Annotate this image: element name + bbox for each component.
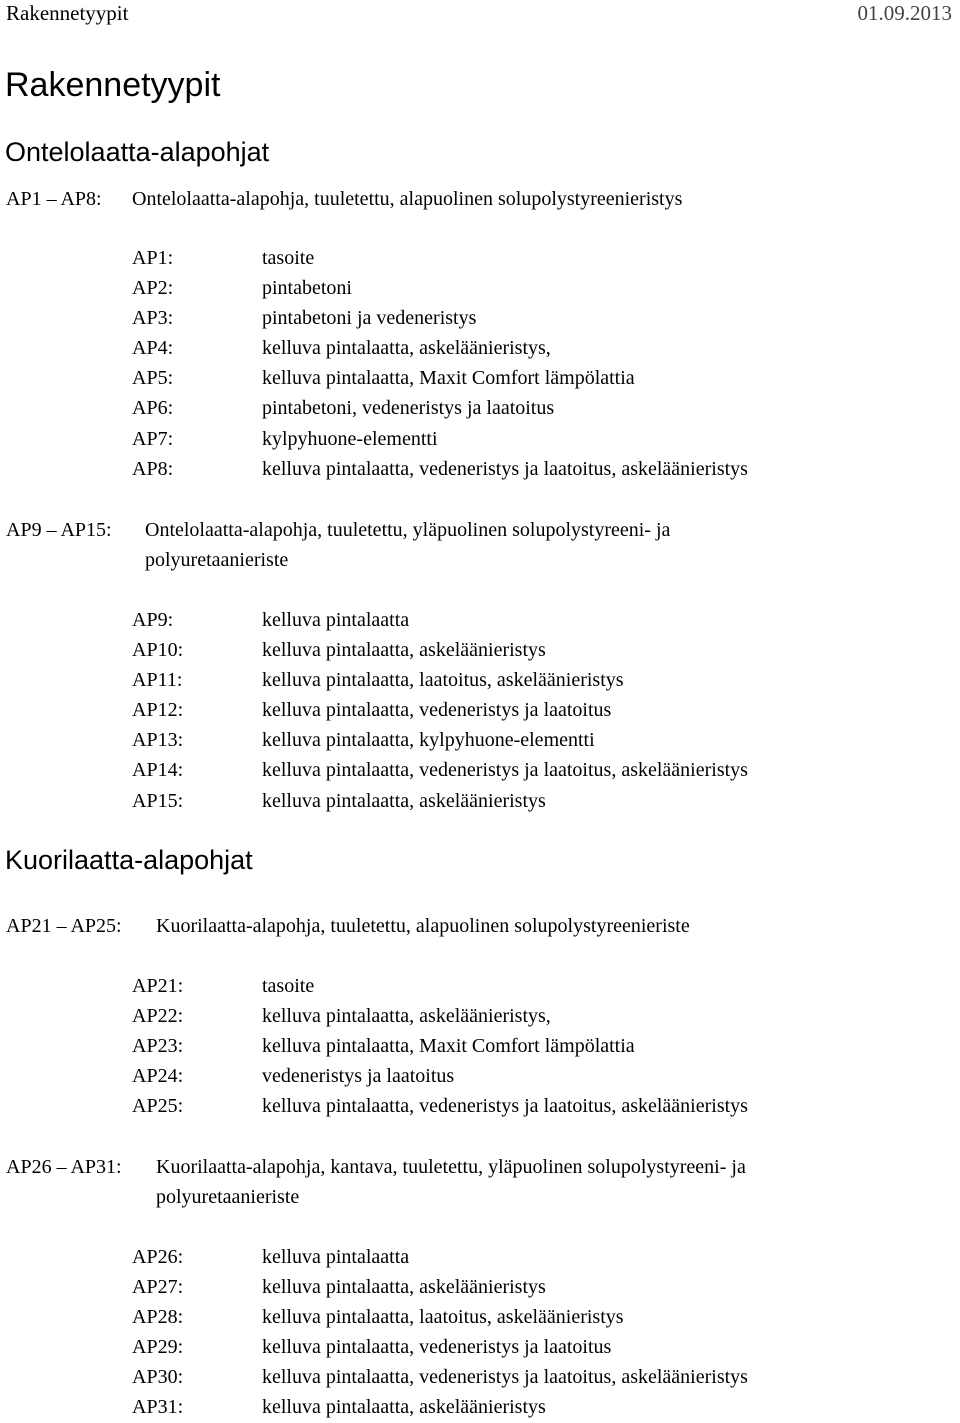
group-heading (6, 184, 683, 214)
item-description: kelluva pintalaatta, vedeneristys ja laatoitus (262, 1336, 612, 1359)
group-description-continued: polyuretaanieriste (156, 1186, 300, 1208)
item-code: AP5: (132, 367, 174, 390)
item-code: AP26: (132, 1246, 184, 1268)
item-code: AP3: (132, 307, 174, 330)
item-description: kelluva pintalaatta (262, 609, 410, 631)
item-code: AP12: (132, 699, 184, 722)
item-description: kelluva pintalaatta, askeläänieristys (262, 789, 546, 812)
item-description: tasoite (262, 247, 315, 269)
group-description: Ontelolaatta-alapohja, tuuletettu, alapuolinen solupolystyreenieristys (132, 188, 683, 210)
item-description: kelluva pintalaatta, laatoitus, askeläänieristys (262, 1306, 624, 1329)
item-description: tasoite (262, 975, 315, 997)
item-description: kelluva pintalaatta, askeläänieristys (262, 639, 546, 662)
item-code: AP25: (132, 1095, 184, 1118)
item-description: kelluva pintalaatta, vedeneristys ja laatoitus (262, 699, 612, 722)
item-description: kelluva pintalaatta, laatoitus, askeläänieristys (262, 669, 624, 692)
group-description: Ontelolaatta-alapohja, tuuletettu, yläpuolinen solupolystyreeni- ja (145, 519, 671, 541)
group-code: AP26 – AP31: (6, 1156, 122, 1178)
item-description: vedeneristys ja laatoitus (262, 1065, 455, 1088)
item-code: AP31: (132, 1396, 184, 1419)
item-code: AP15: (132, 789, 184, 812)
item-description: pintabetoni (262, 277, 352, 300)
group-code: AP1 – AP8: (6, 188, 102, 210)
item-code: AP14: (132, 759, 184, 782)
item-description: kelluva pintalaatta, vedeneristys ja laatoitus, askeläänieristys (262, 457, 748, 480)
item-code: AP10: (132, 639, 184, 662)
item-description: kelluva pintalaatta, vedeneristys ja laatoitus, askeläänieristys (262, 1366, 748, 1389)
group-description: Kuorilaatta-alapohja, tuuletettu, alapuolinen solupolystyreenieriste (156, 915, 690, 937)
item-code: AP1: (132, 247, 174, 269)
item-code: AP6: (132, 397, 174, 420)
section-heading: Kuorilaatta-alapohjat (5, 845, 253, 875)
item-description: kelluva pintalaatta, vedeneristys ja laatoitus, askeläänieristys (262, 759, 748, 782)
running-header-date: 01.09.2013 (857, 1, 952, 25)
running-header-title: Rakennetyypit (6, 1, 129, 25)
item-description: pintabetoni ja vedeneristys (262, 307, 477, 330)
item-description: kelluva pintalaatta (262, 1246, 410, 1268)
group-code: AP21 – AP25: (6, 915, 122, 937)
item-code: AP13: (132, 729, 184, 752)
item-code: AP27: (132, 1276, 184, 1299)
item-code: AP8: (132, 457, 174, 480)
section-heading: Ontelolaatta-alapohjat (5, 137, 270, 167)
item-code: AP30: (132, 1366, 184, 1389)
item-code: AP29: (132, 1336, 184, 1359)
item-description: kelluva pintalaatta, vedeneristys ja laatoitus, askeläänieristys (262, 1095, 748, 1118)
item-description: kelluva pintalaatta, askeläänieristys (262, 1396, 546, 1419)
item-description: kylpyhuone-elementti (262, 427, 438, 450)
item-code: AP24: (132, 1065, 184, 1088)
item-description: kelluva pintalaatta, askeläänieristys, (262, 1005, 551, 1028)
item-code: AP22: (132, 1005, 184, 1028)
item-description: kelluva pintalaatta, askeläänieristys (262, 1276, 546, 1299)
item-code: AP9: (132, 609, 174, 631)
group-description: Kuorilaatta-alapohja, kantava, tuuletettu, yläpuolinen solupolystyreeni- ja (156, 1156, 746, 1178)
item-code: AP7: (132, 427, 174, 450)
group-heading (6, 515, 671, 571)
group-heading (6, 1152, 746, 1208)
item-code: AP23: (132, 1035, 184, 1058)
item-code: AP28: (132, 1306, 184, 1329)
page-title: Rakennetyypit (5, 66, 221, 104)
item-code: AP4: (132, 337, 174, 360)
group-code: AP9 – AP15: (6, 519, 112, 541)
item-description: pintabetoni, vedeneristys ja laatoitus (262, 397, 555, 420)
group-heading (6, 911, 690, 941)
item-code: AP2: (132, 277, 174, 300)
item-description: kelluva pintalaatta, kylpyhuone-elementti (262, 729, 595, 752)
group-description-continued: polyuretaanieriste (145, 549, 289, 571)
item-description: kelluva pintalaatta, Maxit Comfort lämpölattia (262, 1035, 635, 1058)
item-description: kelluva pintalaatta, Maxit Comfort lämpölattia (262, 367, 635, 390)
item-code: AP21: (132, 975, 184, 997)
item-description: kelluva pintalaatta, askeläänieristys, (262, 337, 551, 360)
item-code: AP11: (132, 669, 183, 692)
